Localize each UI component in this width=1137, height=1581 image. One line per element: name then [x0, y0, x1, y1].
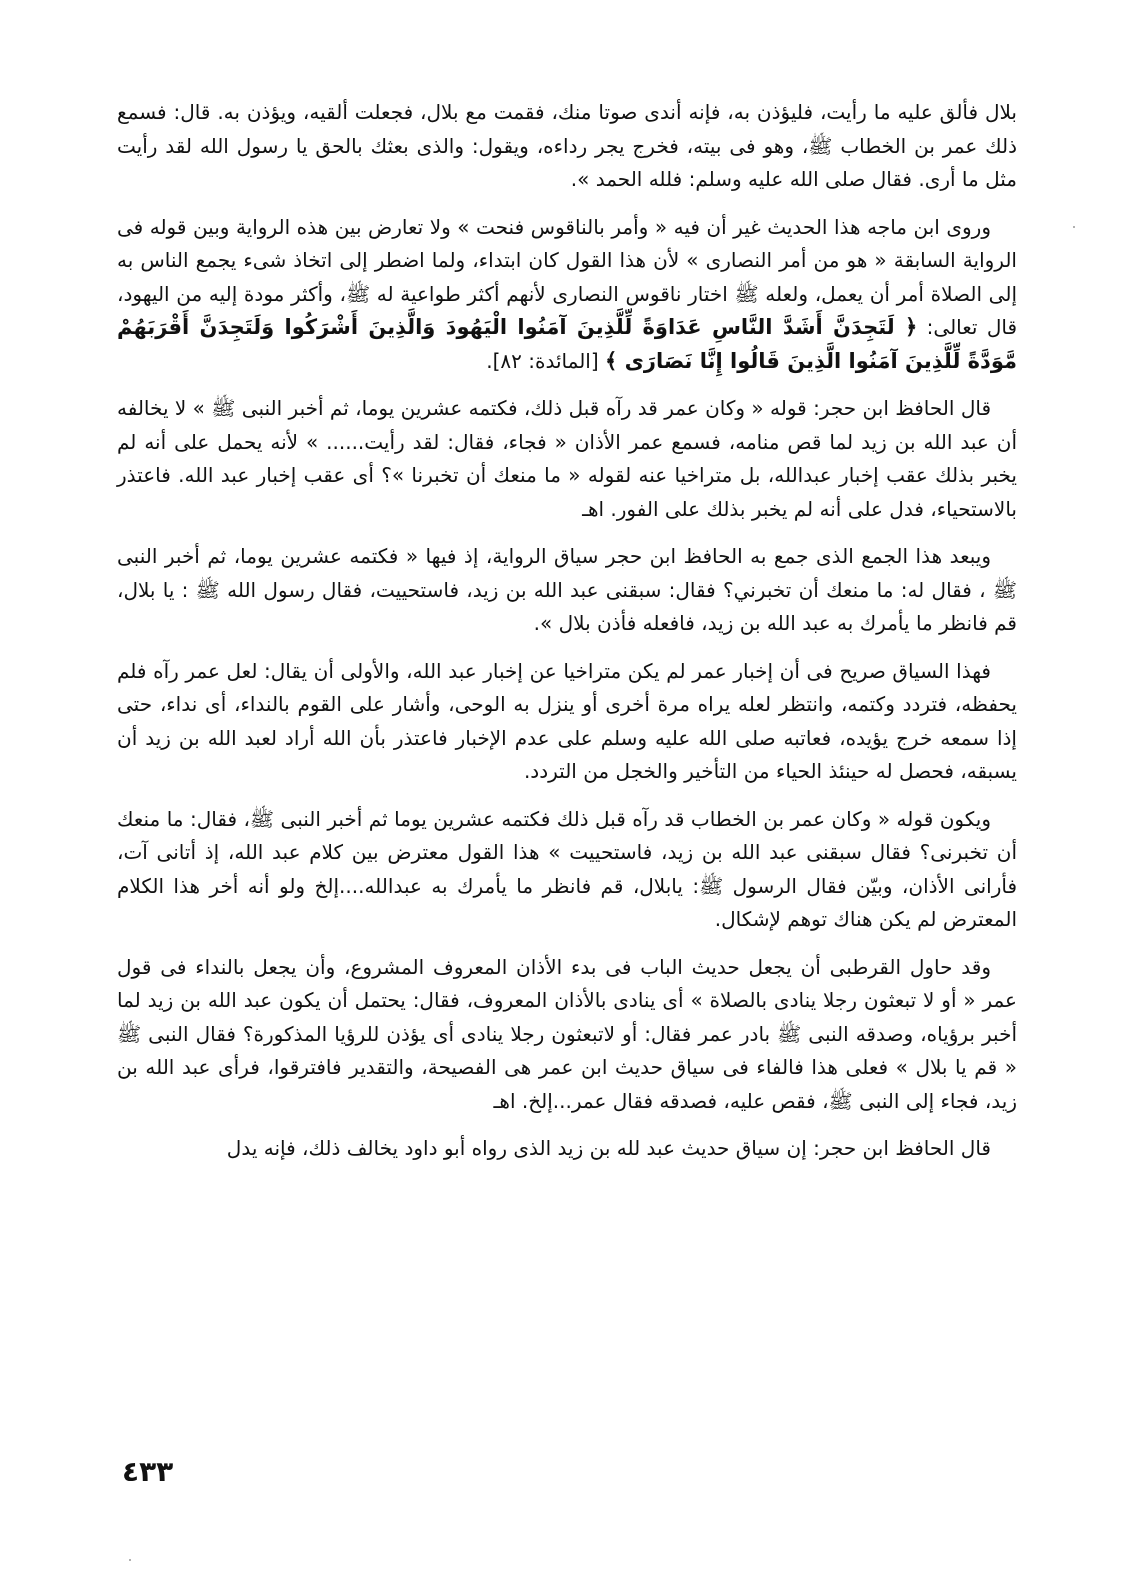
paragraph-3-text: قال الحافظ ابن حجر: قوله « وكان عمر قد رآه قبل ذلك، فكتمه عشرين يوما، ثم أخبر النبى ﷺ » لا يخالفه أن عبد الله بن زيد لما قص منامه، فسمع عمر الأذان « فجاء، فقال: لقد رأيت...... » لأنه يحمل على أنه لم يخبر بذلك عقب إخبار عبدالله، بل متراخيا عنه لقوله « ما منعك أن تخبرنا »؟ أى عقب إخبار عبد الله. فاعتذر بالاستحياء، فدل على أنه لم يخبر بذلك على الفور. اهـ	[117, 396, 1017, 521]
paragraph-6	[117, 803, 1017, 937]
paragraph-1-text: بلال فألق عليه ما رأيت، فليؤذن به، فإنه أندى صوتا منك، فقمت مع بلال، فجعلت ألقيه، ويؤذن به. قال: فسمع ذلك عمر بن الخطاب ﷺ، وهو فى بيته، فخرج يجر رداءه، ويقول: والذى بعثك بالحق يا رسول الله لقد رأيت مثل ما أرى. فقال صلى الله عليه وسلم: فلله الحمد ».	[117, 100, 1017, 191]
paragraph-6-text: ويكون قوله « وكان عمر بن الخطاب قد رآه قبل ذلك فكتمه عشرين يوما ثم أخبر النبى ﷺ، فقال: ما منعك أن تخبرنى؟ فقال سبقنى عبد الله بن زيد، فاستحييت » هذا القول معترض بين كلام عبد الله، إذ أتانى آت، فأرانى الأذان، وبيّن فقال الرسول ﷺ: يابلال، قم فانظر ما يأمرك به عبدالله....إلخ ولو أنه أخر هذا الكلام المعترض لم يكن هناك توهم لإشكال.	[117, 806, 1017, 931]
paragraph-2	[117, 211, 1017, 379]
quran-verse: ﴿ لَتَجِدَنَّ أَشَدَّ النَّاسِ عَدَاوَةً لِّلَّذِينَ آمَنُوا الْيَهُودَ وَالَّذِينَ أَشْرَكُوا وَلَتَجِدَنَّ أَقْرَبَهُمْ مَّوَدَّةً لِّلَّذِينَ آمَنُوا الَّذِينَ قَالُوا إِنَّا نَصَارَى ﴾	[117, 315, 1017, 373]
scan-speck	[129, 1559, 131, 1561]
paragraph-8-text: قال الحافظ ابن حجر: إن سياق حديث عبد لله بن زيد الذى رواه أبو داود يخالف ذلك، فإنه يدل	[226, 1136, 991, 1160]
quran-reference: [المائدة: ٨٢].	[486, 348, 599, 373]
paragraph-2-text: وروى ابن ماجه هذا الحديث غير أن فيه « وأمر بالناقوس فنحت » ولا تعارض بين هذه الرواية وبين قوله فى الرواية السابقة « هو من أمر النصارى » لأن هذا القول كان ابتداء، ولما اضطر إلى اتخاذ شىء يجمع الناس به إلى الصلاة أمر أن يعمل، ولعله ﷺ اختار ناقوس النصارى لأنهم أكثر طواعية له ﷺ، وأكثر مودة إليه من اليهود، قال تعالى:	[117, 214, 1018, 339]
paragraph-3	[117, 392, 1017, 526]
page-number: ٤٣٣	[122, 1455, 174, 1488]
paragraph-7	[117, 951, 1017, 1119]
scan-speck	[1073, 226, 1075, 228]
paragraph-5	[117, 655, 1017, 789]
paragraph-1	[117, 96, 1017, 197]
page-body	[117, 96, 1017, 1180]
paragraph-4	[117, 540, 1017, 641]
paragraph-4-text: ويبعد هذا الجمع الذى جمع به الحافظ ابن حجر سياق الرواية، إذ فيها « فكتمه عشرين يوما، ثم أخبر النبى ﷺ ، فقال له: ما منعك أن تخبرني؟ فقال: سبقنى عبد الله بن زيد، فاستحييت، فقال رسول الله ﷺ : يا بلال، قم فانظر ما يأمرك به عبد الله بن زيد، فافعله فأذن بلال ».	[117, 544, 1017, 635]
paragraph-8	[117, 1132, 1017, 1166]
paragraph-7-text: وقد حاول القرطبى أن يجعل حديث الباب فى بدء الأذان المعروف المشروع، وأن يجعل بالنداء فى قول عمر « أو لا تبعثون رجلا ينادى بالصلاة » أى ينادى بالأذان المعروف، فقال: يحتمل أن يكون عبد الله بن زيد لما أخبر برؤياه، وصدقه النبى ﷺ بادر عمر فقال: أو لاتبعثون رجلا ينادى أى يؤذن للرؤيا المذكورة؟ فقال النبى ﷺ « قم يا بلال » فعلى هذا فالفاء فى سياق حديث ابن عمر هى الفصيحة، والتقدير فافترقوا، فرأى عبد الله بن زيد، فجاء إلى النبى ﷺ، فقص عليه، فصدقه فقال عمر...إلخ. اهـ	[117, 954, 1017, 1113]
paragraph-5-text: فهذا السياق صريح فى أن إخبار عمر لم يكن متراخيا عن إخبار عبد الله، والأولى أن يقال: لعل عمر رآه فلم يحفظه، فتردد وكتمه، وانتظر لعله يراه مرة أخرى أو ينزل به الوحى، وأشار على القوم بالنداء، أى نداء، حتى إذا سمعه خرج يؤيده، فعاتبه صلى الله عليه وسلم على عدم الإخبار فاعتذر بأن الله أراد لعبد الله بن زيد أن يسبقه، فحصل له حينئذ الحياء من التأخير والخجل من التردد.	[117, 658, 1017, 783]
